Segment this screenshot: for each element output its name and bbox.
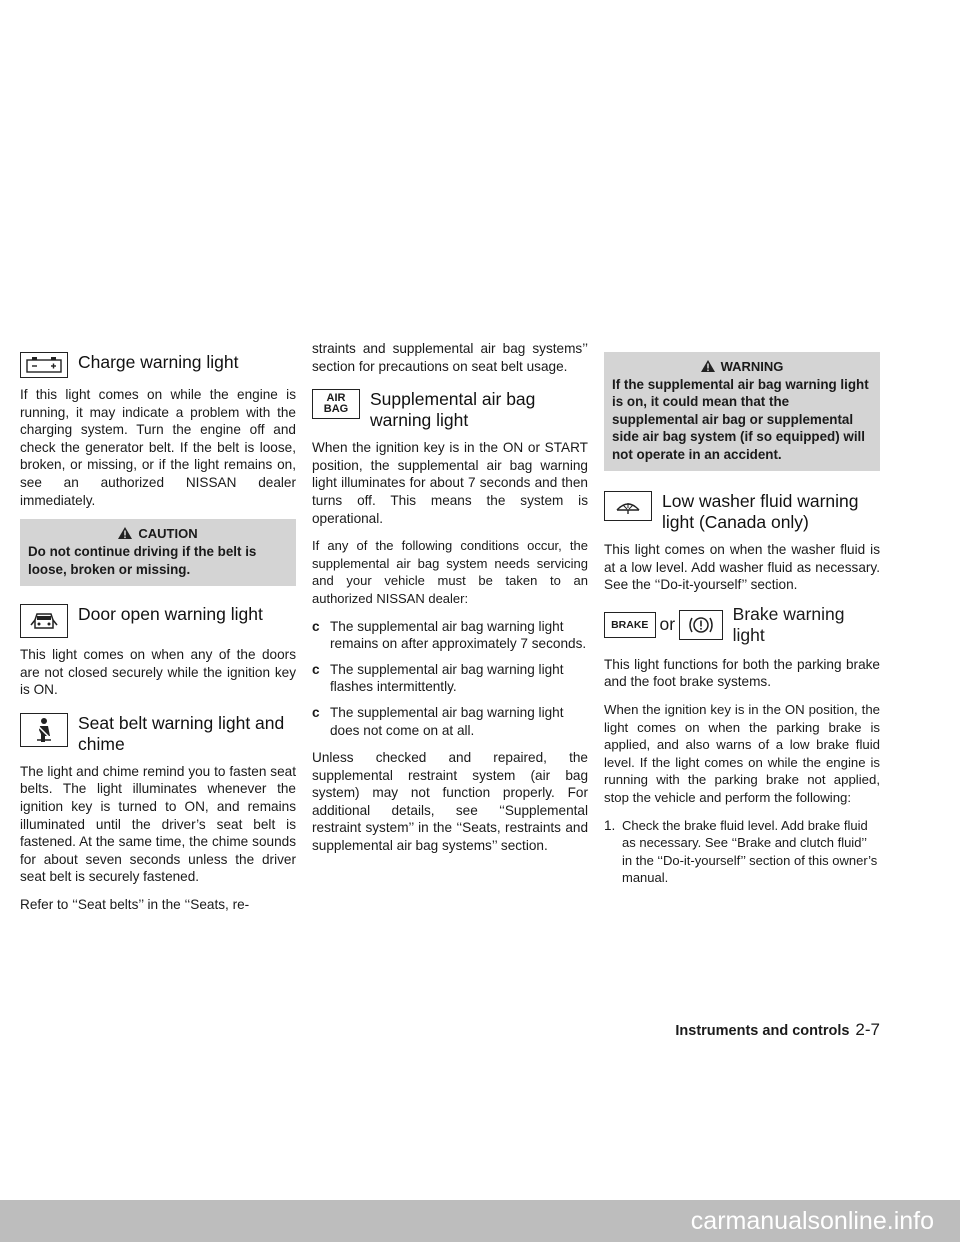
- brake-circle-icon: [679, 610, 723, 640]
- brake-title: Brake warning light: [732, 603, 845, 645]
- column-middle: [312, 340, 588, 865]
- airbag-body-2: If any of the following conditions occur, the supplemental air bag system needs servicing and your vehicle must be taken to an authorized NISSAN dealer:: [312, 538, 588, 606]
- air-bag-icon-text: AIR BAG: [323, 392, 349, 416]
- washer-heading: [604, 487, 880, 533]
- charge-title: Charge warning light: [78, 352, 239, 372]
- airbag-body-1: When the ignition key is in the ON or START position, the supplemental air bag warning light illuminates for about 7 seconds and then turns off. This means the system is operational.: [312, 440, 588, 526]
- warning-box: [604, 352, 880, 471]
- washer-fluid-icon: [604, 491, 652, 521]
- caution-box: [20, 519, 296, 586]
- column-right: [604, 340, 880, 887]
- brake-heading: [604, 604, 880, 646]
- list-item: c The supplemental air bag warning light does not come on at all.: [312, 704, 564, 738]
- brake-icon-text: BRAKE: [611, 618, 649, 631]
- washer-title: Low washer fluid warning light (Canada only): [662, 491, 859, 533]
- brake-body-2: When the ignition key is in the ON position, the light comes on when the parking brake is applied, and also warns of a low brake fluid level. If the light comes on while the engine is running with the parking brake not applied, stop the vehicle and perform the following:: [604, 702, 880, 805]
- warning-text: If the supplemental air bag warning light is on, it could mean that the supplemental air bag or supplemental side air bag system (if so equipped) will not operate in an accident.: [612, 377, 869, 462]
- warning-label: WARNING: [720, 358, 784, 374]
- caution-text: Do not continue driving if the belt is loose, broken or missing.: [28, 544, 257, 577]
- seat-belt-icon: [20, 713, 68, 747]
- watermark: carmanualsonline.info: [0, 1200, 960, 1242]
- airbag-body-3: Unless checked and repaired, the supplemental restraint system (air bag system) may not function properly. For additional details, see ‘‘Supplemental restraint system’’ in the ‘‘Seats, restraints and supplemental air bag systems’’ section.: [312, 750, 588, 854]
- door-title: Door open warning light: [78, 603, 263, 624]
- charge-body: If this light comes on while the engine is running, it may indicate a problem with the charging system. Turn the engine off and check the generator belt. If the belt is loose, broken, or missing, or if the light remains on, see an authorized NISSAN dealer immediately.: [20, 387, 296, 508]
- airbag-heading: [312, 385, 588, 431]
- seatbelt-heading: [20, 709, 296, 755]
- seatbelt-title: Seat belt warning light and chime: [78, 712, 285, 754]
- caution-label: CAUTION: [138, 525, 198, 541]
- charge-heading: [20, 348, 296, 378]
- door-open-icon: [20, 604, 68, 638]
- warning-icon: [701, 360, 715, 372]
- battery-icon: [20, 352, 68, 378]
- door-heading: [20, 600, 296, 638]
- column-left: [20, 340, 296, 924]
- air-bag-icon: [312, 389, 360, 419]
- washer-body: This light comes on when the washer fluid is at a low level. Add washer fluid as necessary. See the ‘‘Do-it-yourself’’ section.: [604, 542, 880, 593]
- list-item: c The supplemental air bag warning light flashes intermittently.: [312, 661, 564, 695]
- brake-text-icon: [604, 612, 656, 638]
- door-body: This light comes on when any of the doors are not closed securely while the ignition key is ON.: [20, 646, 296, 698]
- brake-or: or: [659, 614, 676, 635]
- airbag-conditions-list: [312, 618, 588, 740]
- seatbelt-body-1: The light and chime remind you to fasten seat belts. The light illuminates whenever the ignition key is turned to ON, and remains illuminated until the driver’s seat belt is fastened. At the same time, the chime sounds for about seven seconds unless the driver seat belt is securely fastened.: [20, 763, 296, 885]
- page-number: 2-7: [855, 1020, 880, 1039]
- page-footer: [604, 1020, 880, 1040]
- caution-icon: [118, 527, 132, 539]
- airbag-title: Supplemental air bag warning light: [370, 389, 536, 431]
- brake-step-1: 1. Check the brake fluid level. Add brake fluid as necessary. See ‘‘Brake and clutch fluid’’ in the ‘‘Do-it-yourself’’ section of this owner’s manual.: [604, 817, 878, 886]
- seatbelt-body-2-cont: straints and supplemental air bag systems’’ section for precautions on seat belt usage.: [312, 341, 588, 374]
- footer-section: Instruments and controls: [675, 1023, 850, 1039]
- seatbelt-body-2-start: Refer to ‘‘Seat belts’’ in the ‘‘Seats, re-: [20, 896, 250, 912]
- list-item: c The supplemental air bag warning light remains on after approximately 7 seconds.: [312, 618, 587, 652]
- brake-body-1: This light functions for both the parking brake and the foot brake systems.: [604, 656, 880, 690]
